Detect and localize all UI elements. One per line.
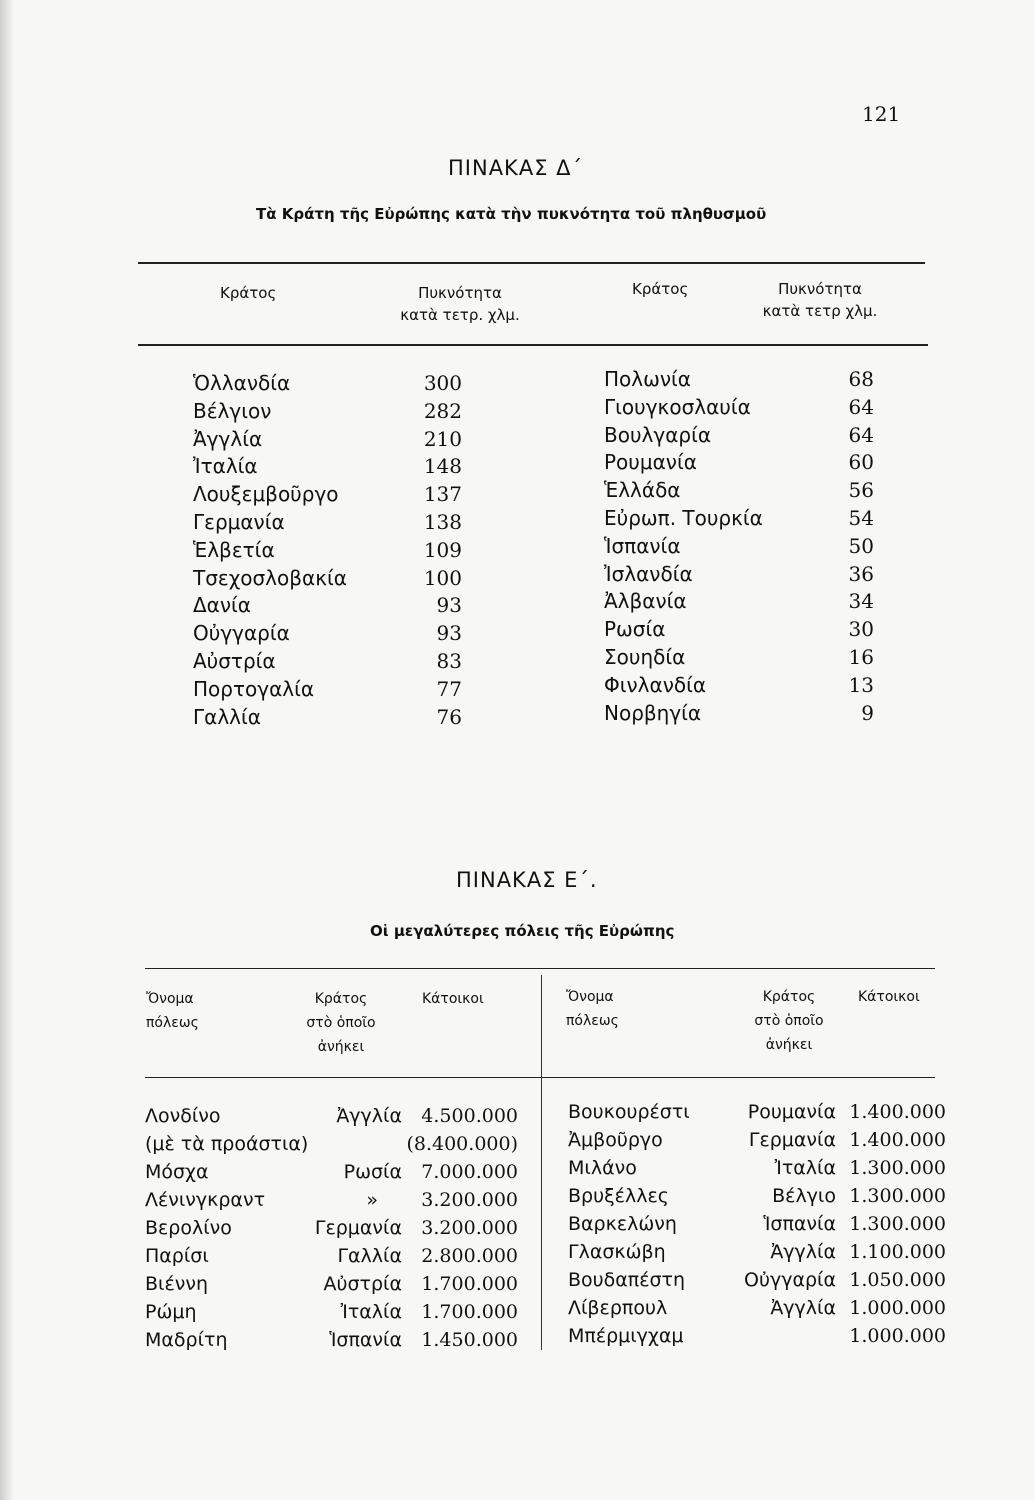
inhabitants-cell: 1.450.000 [421,1329,518,1351]
table-d-header-density-left [380,282,540,326]
density-cell: 68 [848,367,874,391]
table-d-right-density [820,366,874,727]
table-d-left-states [193,370,403,731]
state-cell: Πορτογαλία [193,676,315,701]
table-d-header-state-right [632,278,722,300]
state-cell: Γερμανία [314,1217,402,1239]
city-cell: Μαδρίτη [145,1329,228,1351]
inhabitants-cell: 1.300.000 [849,1157,946,1179]
city-cell: Γλασκώβη [568,1241,666,1263]
header-text: Κάτοικοι [422,991,484,1007]
inhabitants-cell: 2.800.000 [421,1245,518,1267]
table-e-title: ΠΙΝΑΚΑΣ Ε΄. [456,868,598,892]
city-cell: Βερολίνο [145,1217,232,1239]
state-cell: Ἱσπανία [604,533,681,558]
state-cell: Ἰταλία [340,1301,402,1323]
inhabitants-cell: 1.000.000 [849,1297,946,1319]
city-cell: Ρώμη [145,1301,197,1323]
header-text: Κράτος [220,284,277,302]
header-text: στὸ ὁποῖο [306,1015,376,1031]
table-e-header-state-left [286,987,396,1059]
city-cell: Βαρκελώνη [568,1213,677,1235]
header-text: Ὄνομα [566,989,614,1005]
density-cell: 36 [848,561,874,586]
city-cell: Ἀμβοῦργο [568,1129,663,1151]
state-cell: Τσεχοσλοβακία [193,565,347,590]
state-cell: Βέλγιο [772,1185,836,1207]
state-cell: Οὐγγαρία [193,621,290,646]
density-cell: 50 [848,533,874,558]
inhabitants-cell: (8.400.000) [406,1133,518,1155]
table-d-right-states [604,366,814,727]
city-cell: Λένινγκραντ [145,1189,266,1211]
inhabitants-cell: 1.700.000 [421,1301,518,1323]
table-e-header-state-right [730,985,848,1057]
header-text: ἀνήκει [317,1039,365,1055]
density-cell: 300 [423,371,462,395]
density-cell: 282 [423,398,462,423]
state-cell: Γιουγκοσλαυία [604,394,751,419]
state-cell: Ἀγγλία [193,426,263,451]
state-cell: Ἑλβετία [193,537,275,562]
table-e-header-inhabitants-right [858,985,920,1009]
header-text: Κάτοικοι [858,989,920,1005]
state-cell: Γερμανία [748,1129,836,1151]
table-e-left-inhabitants [400,1102,518,1354]
city-cell: Λονδίνο [145,1105,221,1127]
table-d-title: ΠΙΝΑΚΑΣ Δ΄ [448,156,584,180]
density-cell: 34 [848,589,874,614]
header-text: πόλεως [566,1013,619,1029]
density-cell: 93 [436,621,462,646]
page-edge [0,0,14,1500]
header-text: ἀνήκει [765,1037,813,1053]
state-cell: Ρουμανία [604,450,697,475]
state-cell: Γαλλία [337,1245,402,1267]
header-text: Πυκνότητα [778,280,862,298]
header-text: στὸ ὁποῖο [754,1013,824,1029]
inhabitants-cell: 1.700.000 [421,1273,518,1295]
inhabitants-cell: 1.400.000 [849,1129,946,1151]
page-number: 121 [862,102,901,126]
state-cell: Εὐρωπ. Τουρκία [604,505,763,530]
header-text: κατὰ τετρ χλμ. [762,302,878,320]
city-cell: Μόσχα [145,1161,209,1183]
state-cell: Βουλγαρία [604,422,712,447]
density-cell: 16 [848,644,874,669]
state-cell: Σουηδία [604,644,686,669]
state-cell: Ἑλλάδα [604,478,681,503]
city-cell: Μπέρμιγχαμ [568,1325,684,1347]
density-cell: 148 [423,454,462,479]
city-cell: Βρυξέλλες [568,1185,669,1207]
state-cell: Βέλγιον [193,398,272,423]
state-cell: Γαλλία [193,704,261,729]
table-d-left-density [400,370,462,731]
city-cell: Παρίσι [145,1245,209,1267]
state-cell: Ἰταλία [193,454,258,479]
density-cell: 60 [848,450,874,475]
state-cell [290,1130,402,1158]
density-cell: 93 [436,593,462,618]
table-e-divider [541,975,542,1350]
state-cell: Ἱσπανία [329,1329,402,1351]
header-text: Πυκνότητα [418,284,502,302]
header-text: κατὰ τετρ. χλμ. [400,306,520,324]
table-e-header-rule [145,1077,935,1078]
state-cell: » [366,1189,378,1211]
city-cell: Μιλάνο [568,1157,637,1179]
table-d-header-rule [138,344,928,346]
inhabitants-cell: 1.050.000 [849,1269,946,1291]
density-cell: 137 [423,482,462,507]
table-d-subtitle: Τὰ Κράτη τῆς Εὐρώπης κατὰ τὴν πυκνότητα τοῦ πληθυσμοῦ [256,205,767,223]
state-cell: Ρουμανία [747,1101,836,1123]
header-text: πόλεως [146,1015,199,1031]
city-cell: Βουκουρέστι [568,1101,690,1123]
table-e-top-rule [145,968,935,969]
state-cell: Αὐστρία [323,1273,402,1295]
state-cell: Πολωνία [604,367,691,391]
state-cell [728,1322,836,1350]
density-cell: 138 [423,509,462,534]
header-text: Κράτος [314,991,368,1007]
inhabitants-cell: 1.000.000 [849,1325,946,1347]
inhabitants-cell: 1.300.000 [849,1213,946,1235]
table-e-subtitle: Οἱ μεγαλύτερες πόλεις τῆς Εὐρώπης [370,922,675,940]
density-cell: 83 [436,648,462,673]
state-cell: Ἀγγλία [770,1297,836,1319]
table-e-header-city-left [146,987,199,1035]
density-cell: 64 [848,394,874,419]
state-cell: Φινλανδία [604,672,707,697]
density-cell: 56 [848,478,874,503]
table-e-left-states [290,1102,402,1354]
city-cell: Λίβερπουλ [568,1297,668,1319]
table-d-header-density-right [740,278,900,322]
table-d-top-rule [138,262,925,264]
density-cell: 76 [436,704,462,729]
inhabitants-cell: 3.200.000 [421,1217,518,1239]
header-text: Ὄνομα [146,991,194,1007]
table-e-right-cities [568,1098,733,1350]
density-cell: 9 [861,700,874,725]
table-e-right-inhabitants [836,1098,946,1350]
state-cell: Νορβηγία [604,700,702,725]
city-cell: (μὲ τὰ προάστια) [145,1133,309,1155]
inhabitants-cell: 4.500.000 [421,1105,518,1127]
density-cell: 100 [423,565,462,590]
density-cell: 30 [848,617,874,642]
density-cell: 54 [848,505,874,530]
state-cell: Ἰταλία [774,1157,836,1179]
state-cell: Λουξεμβοῦργο [193,482,339,507]
inhabitants-cell: 1.100.000 [849,1241,946,1263]
state-cell: Ἀλβανία [604,589,687,614]
state-cell: Ρωσία [343,1161,402,1183]
density-cell: 109 [423,537,462,562]
density-cell: 77 [436,676,462,701]
state-cell: Ἰσλανδία [604,561,693,586]
inhabitants-cell: 7.000.000 [421,1161,518,1183]
inhabitants-cell: 1.300.000 [849,1185,946,1207]
state-cell: Οὐγγαρία [744,1269,836,1291]
city-cell: Βουδαπέστη [568,1269,686,1291]
header-text: Κράτος [632,280,689,298]
table-d-header-state-left [220,282,310,304]
table-e-header-city-right [566,985,619,1033]
state-cell: Αὐστρία [193,648,276,673]
density-cell: 13 [848,672,874,697]
state-cell: Γερμανία [193,509,285,534]
inhabitants-cell: 1.400.000 [849,1101,946,1123]
state-cell: Ἀγγλία [770,1241,836,1263]
inhabitants-cell: 3.200.000 [421,1189,518,1211]
state-cell: Ὁλλανδία [193,371,291,395]
density-cell: 64 [848,422,874,447]
density-cell: 210 [423,426,462,451]
state-cell: Ἀγγλία [336,1105,402,1127]
table-e-right-states [728,1098,836,1350]
table-e-header-inhabitants-left [422,987,484,1011]
state-cell: Δανία [193,593,251,618]
state-cell: Ἱσπανία [763,1213,836,1235]
state-cell: Ρωσία [604,617,666,642]
header-text: Κράτος [762,989,816,1005]
city-cell: Βιέννη [145,1273,209,1295]
